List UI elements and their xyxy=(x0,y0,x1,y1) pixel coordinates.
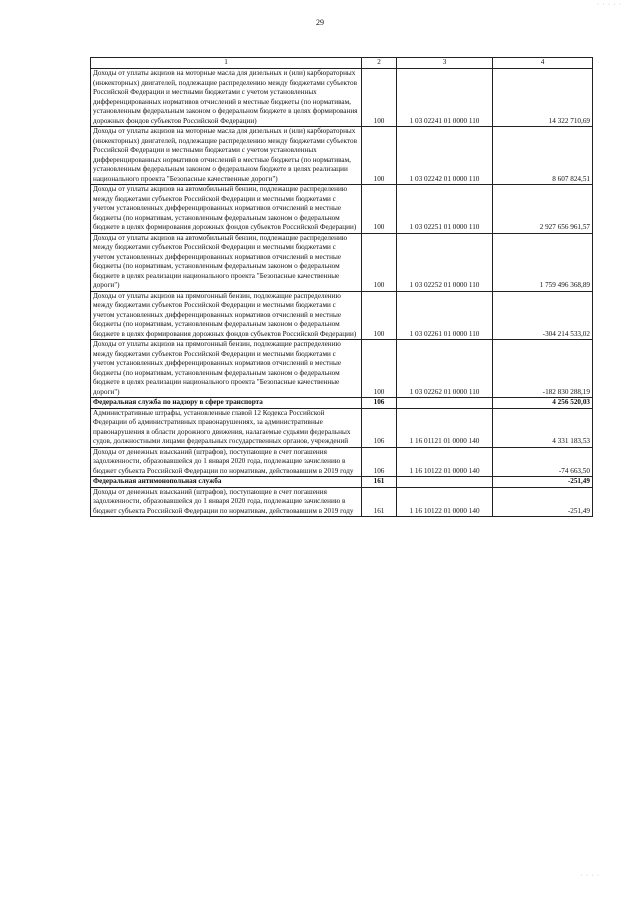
row-budget-code: 1 03 02241 01 0000 110 xyxy=(397,69,493,127)
row-name: Доходы от уплаты акцизов на прямогонный бензин, подлежащие распределению между бюджетами субъектов Российской Федерации и местными бюджетами с учетом установленных дифференцированных нормативов отчислений в местные бюджеты (по нормативам, установленным федеральным законом о федеральном бюджете в целях формирования дорожных фондов субъектов Российской Федерации) xyxy=(91,291,362,340)
row-amount: -304 214 533,02 xyxy=(493,291,593,340)
row-admin-code: 100 xyxy=(362,291,397,340)
row-budget-code: 1 03 02262 01 0000 110 xyxy=(397,340,493,398)
row-budget-code: 1 16 01121 01 0000 140 xyxy=(397,408,493,447)
table-row xyxy=(91,233,593,291)
row-name: Доходы от уплаты акцизов на автомобильный бензин, подлежащие распределению между бюджетами субъектов Российской Федерации и местными бюджетами с учетом установленных дифференцированных нормативов отчислений в местные бюджеты (по нормативам, установленным федеральным законом о федеральном бюджете в целях реализации национального проекта "Безопасные качественные дороги") xyxy=(91,233,362,291)
row-name: Доходы от уплаты акцизов на автомобильный бензин, подлежащие распределению между бюджетами субъектов Российской Федерации и местными бюджетами с учетом установленных дифференцированных нормативов отчислений в местные бюджеты (по нормативам, установленным федеральным законом о федеральном бюджете в целях формирования дорожных фондов субъектов Российской Федерации) xyxy=(91,185,362,234)
row-admin-code: 161 xyxy=(362,487,397,517)
row-admin-code: 100 xyxy=(362,233,397,291)
column-header-3: 3 xyxy=(397,58,493,69)
scan-mark-bottom: · · · · xyxy=(580,873,600,879)
row-admin-code: 106 xyxy=(362,447,397,477)
row-admin-code: 106 xyxy=(362,408,397,447)
row-budget-code: 1 16 10122 01 0000 140 xyxy=(397,447,493,477)
row-budget-code: 1 03 02251 01 0000 110 xyxy=(397,185,493,234)
column-header-1: 1 xyxy=(91,58,362,69)
row-amount: -251,49 xyxy=(493,487,593,517)
table-row xyxy=(91,291,593,340)
row-name: Доходы от уплаты акцизов на прямогонный бензин, подлежащие распределению между бюджетами субъектов Российской Федерации и местными бюджетами с учетом установленных дифференцированных нормативов отчислений в местные бюджеты (по нормативам, установленным федеральным законом о федеральном бюджете в целях реализации национального проекта "Безопасные качественные дороги") xyxy=(91,340,362,398)
row-admin-code: 100 xyxy=(362,185,397,234)
row-name: Федеральная служба по надзору в сфере транспорта xyxy=(91,398,362,409)
row-admin-code: 100 xyxy=(362,340,397,398)
table-row-total xyxy=(91,477,593,488)
row-amount: 4 256 520,03 xyxy=(493,398,593,409)
row-name: Доходы от уплаты акцизов на моторные масла для дизельных и (или) карбюраторных (инжекторных) двигателей, подлежащие распределению между бюджетами субъектов Российской Федерации и местными бюджетами с учетом установленных дифференцированных нормативов отчислений в местные бюджеты (по нормативам, установленным федеральным законом о федеральном бюджете в целях реализации национального проекта "Безопасные качественные дороги") xyxy=(91,127,362,185)
column-header-4: 4 xyxy=(493,58,593,69)
row-amount: 4 331 183,53 xyxy=(493,408,593,447)
row-amount: 2 927 656 961,57 xyxy=(493,185,593,234)
row-amount: -74 663,50 xyxy=(493,447,593,477)
row-budget-code: 1 03 02242 01 0000 110 xyxy=(397,127,493,185)
row-budget-code xyxy=(397,398,493,409)
row-name: Доходы от денежных взысканий (штрафов), поступающие в счет погашения задолженности, образовавшейся до 1 января 2020 года, подлежащие зачислению в бюджет субъекта Российской Федерации по нормативам, действовавшим в 2019 году xyxy=(91,447,362,477)
table-row xyxy=(91,185,593,234)
page-number: 29 xyxy=(316,18,324,27)
table-row xyxy=(91,127,593,185)
table-row xyxy=(91,447,593,477)
row-amount: -251,49 xyxy=(493,477,593,488)
row-amount: 8 607 824,51 xyxy=(493,127,593,185)
column-header-2: 2 xyxy=(362,58,397,69)
table-row xyxy=(91,69,593,127)
row-amount: 14 322 710,69 xyxy=(493,69,593,127)
row-budget-code: 1 16 10122 01 0000 140 xyxy=(397,487,493,517)
revenue-table xyxy=(90,57,593,517)
scan-mark-top: · · · · · xyxy=(597,2,622,8)
table-row xyxy=(91,487,593,517)
row-name: Федеральная антимонопольная служба xyxy=(91,477,362,488)
row-admin-code: 161 xyxy=(362,477,397,488)
table-row xyxy=(91,408,593,447)
row-name: Доходы от денежных взысканий (штрафов), поступающие в счет погашения задолженности, образовавшейся до 1 января 2020 года, подлежащие зачислению в бюджет субъекта Российской Федерации по нормативам, действовавшим в 2019 году xyxy=(91,487,362,517)
row-name: Административные штрафы, установленные главой 12 Кодекса Российской Федерации об административных правонарушениях, за административные правонарушения в области дорожного движения, налагаемые судьями федеральных судов, должностными лицами федеральных государственных органов, учреждений xyxy=(91,408,362,447)
row-admin-code: 100 xyxy=(362,127,397,185)
row-budget-code xyxy=(397,477,493,488)
row-admin-code: 106 xyxy=(362,398,397,409)
row-amount: -182 830 288,19 xyxy=(493,340,593,398)
row-name: Доходы от уплаты акцизов на моторные масла для дизельных и (или) карбюраторных (инжекторных) двигателей, подлежащие распределению между бюджетами субъектов Российской Федерации и местными бюджетами с учетом установленных дифференцированных нормативов отчислений в местные бюджеты (по нормативам, установленным федеральным законом о федеральном бюджете в целях формирования дорожных фондов субъектов Российской Федерации) xyxy=(91,69,362,127)
table-row xyxy=(91,340,593,398)
row-budget-code: 1 03 02261 01 0000 110 xyxy=(397,291,493,340)
row-admin-code: 100 xyxy=(362,69,397,127)
row-amount: 1 759 496 368,89 xyxy=(493,233,593,291)
table-header-row xyxy=(91,58,593,69)
row-budget-code: 1 03 02252 01 0000 110 xyxy=(397,233,493,291)
table-row-total xyxy=(91,398,593,409)
